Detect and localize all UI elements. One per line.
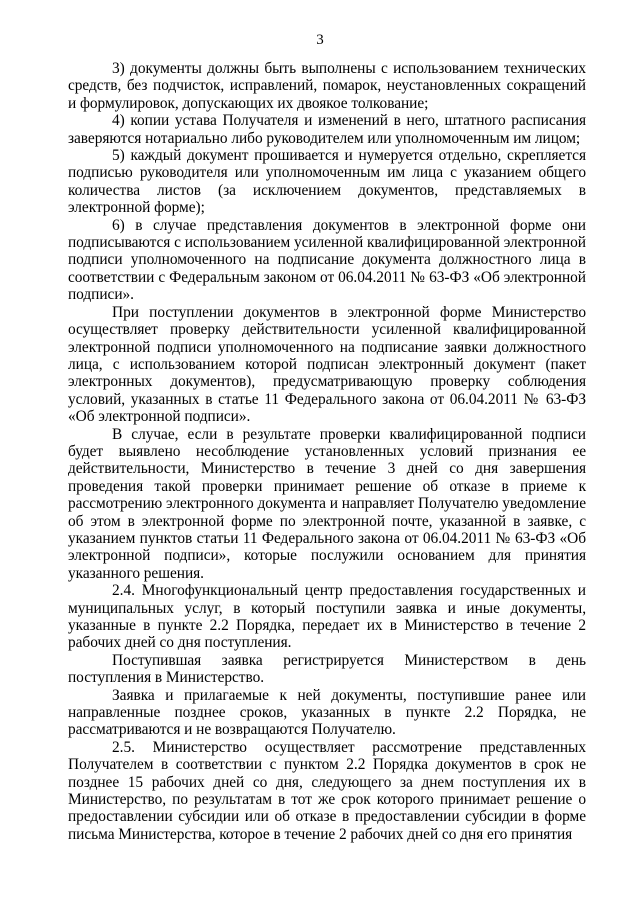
paragraph-item-6: 6) в случае представления документов в электронной форме они подписываются с использованием усиленной квалифицированной электронной подписи уполномоченного на подписание документа должностного лица в соответствии с Федеральным законом от 06.04.2011 № 63-ФЗ «Об электронной подписи».: [68, 216, 586, 304]
paragraph-item-4: 4) копии устава Получателя и изменений в него, штатного расписания заверяются нотариально либо руководителем или уполномоченным им лицом;: [68, 112, 586, 147]
document-body: [68, 60, 586, 843]
paragraph-item-3: 3) документы должны быть выполнены с использованием технических средств, без подчисток, исправлений, помарок, неустановленных сокращений и формулировок, допускающих их двоякое толкование;: [68, 60, 586, 112]
page-number: 3: [316, 32, 324, 48]
paragraph-clause-2-5: 2.5. Министерство осуществляет рассмотрение представленных Получателем в соответствии с пунктом 2.2 Порядка документов в срок не позднее 15 рабочих дней со дня, следующего за днем поступления их в Министерство, по результатам в тот же срок которого принимает решение о предоставлении субсидии или об отказе в предоставлении субсидии в форме письма Министерства, которое в течение 2 рабочих дней со дня его принятия: [68, 738, 586, 843]
paragraph-verification-failure: В случае, если в результате проверки квалифицированной подписи будет выявлено несоблюдение установленных условий признания ее действительности, Министерство в течение 3 дней со дня завершения проведения такой проверки принимает решение об отказе в приеме к рассмотрению электронного документа и направляет Получателю уведомление об этом в электронной форме по электронной почте, указанной в заявке, с указанием пунктов статьи 11 Федерального закона от 06.04.2011 № 63-ФЗ «Об электронной подписи», которые послужили основанием для принятия указанного решения.: [68, 425, 586, 582]
paragraph-electronic-check: При поступлении документов в электронной форме Министерство осуществляет проверку действительности усиленной квалифицированной электронной подписи уполномоченного на подписание заявки должностного лица, с использованием которой подписан электронный документ (пакет электронных документов), предусматривающую проверку соблюдения условий, указанных в статье 11 Федерального закона от 06.04.2011 № 63-ФЗ «Об электронной подписи».: [68, 303, 586, 426]
paragraph-registration: Поступившая заявка регистрируется Министерством в день поступления в Министерство.: [68, 651, 586, 687]
paragraph-late-submissions: Заявка и прилагаемые к ней документы, поступившие ранее или направленные позднее сроков, указанных в пункте 2.2 Порядка, не рассматриваются и не возвращаются Получателю.: [68, 686, 586, 739]
paragraph-item-5: 5) каждый документ прошивается и нумеруется отдельно, скрепляется подписью руководителя или уполномоченным им лица с указанием общего количества листов (за исключением документов, представляемых в электронной форме);: [68, 147, 586, 217]
paragraph-clause-2-4: 2.4. Многофункциональный центр предоставления государственных и муниципальных услуг, в который поступили заявка и иные документы, указанные в пункте 2.2 Порядка, передает их в Министерство в течение 2 рабочих дней со дня поступления.: [68, 582, 586, 652]
